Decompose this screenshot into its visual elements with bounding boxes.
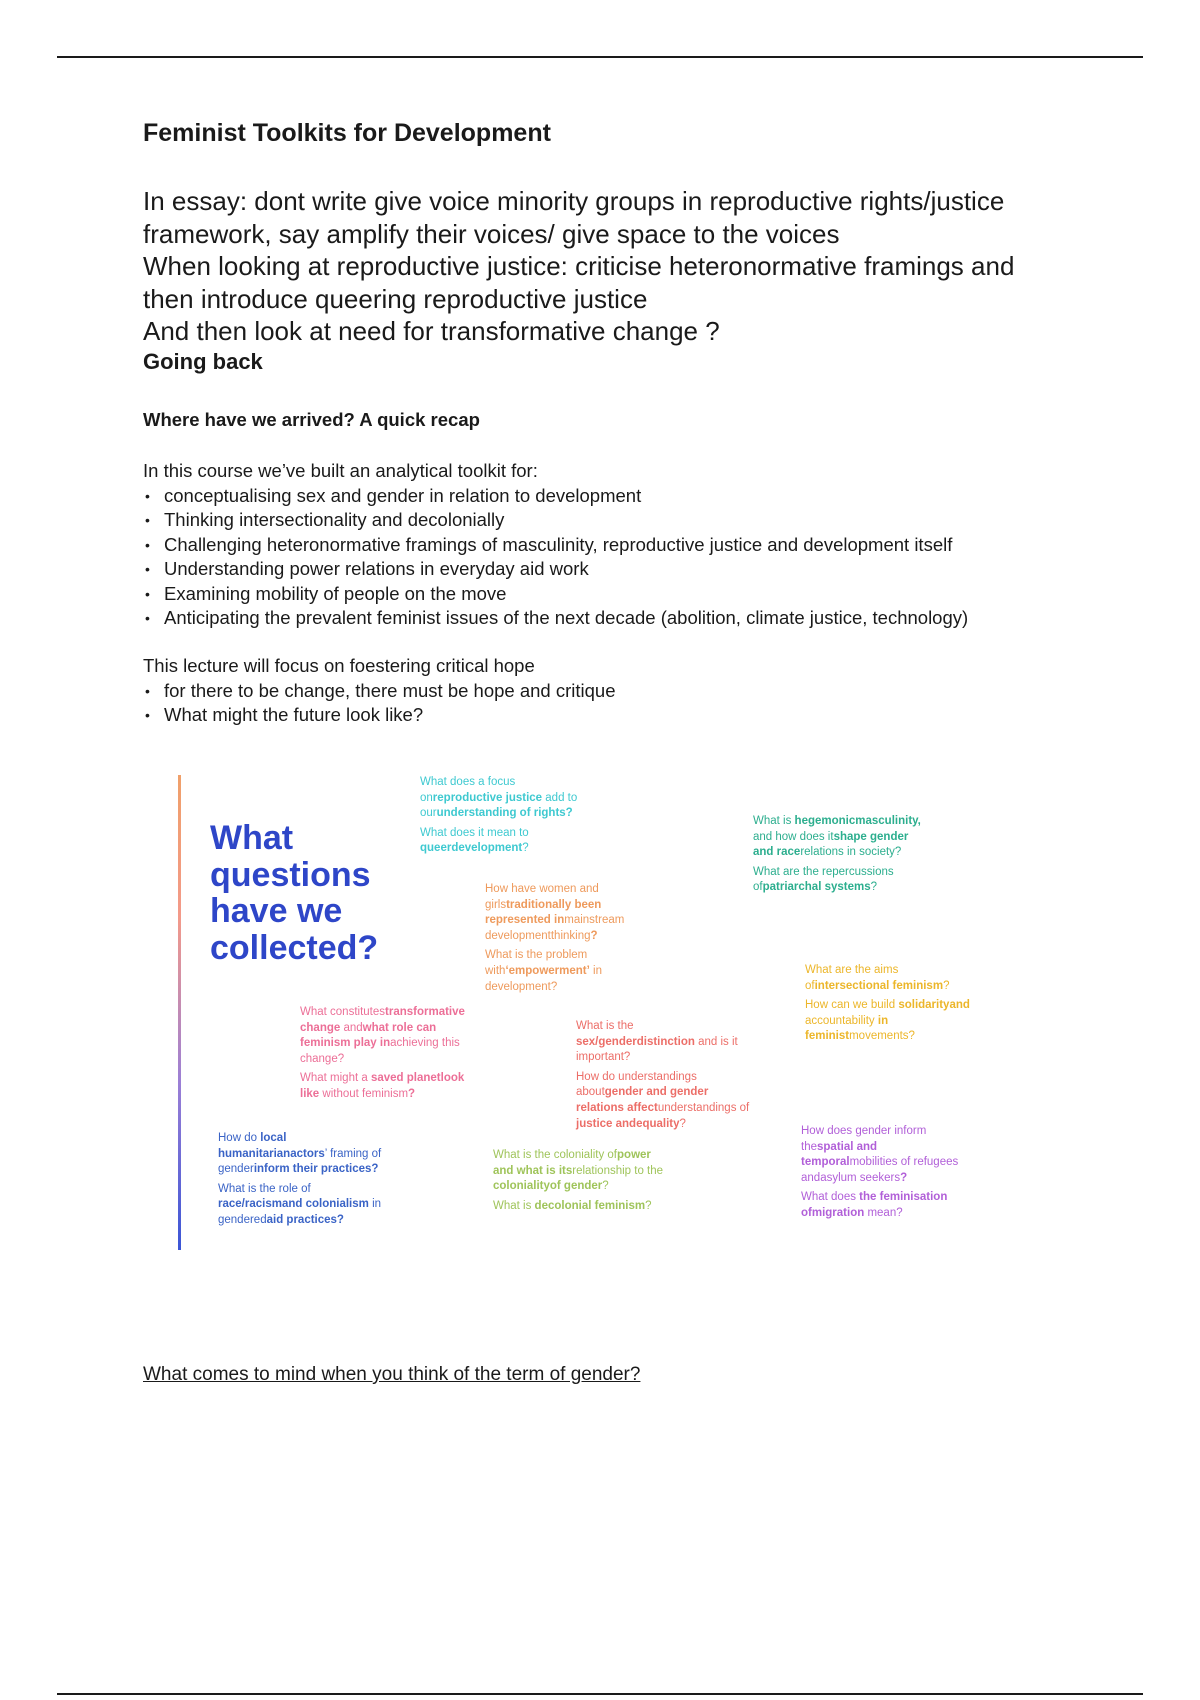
slide-question: How do local humanitarianactors’ framing of genderinform their practices? <box>218 1132 382 1176</box>
slide-question: What is the sex/genderdistinction and is it important? <box>576 1020 738 1064</box>
essay-note-line: then introduce queering reproductive justice <box>143 283 648 314</box>
essay-note-line: In essay: dont write give voice minority groups in reproductive rights/justice <box>143 186 1005 216</box>
lecture-focus-list <box>143 679 616 728</box>
course-toolkit-section <box>143 459 968 631</box>
slide-question: What does a focus onreproductive justice add to ourunderstanding of rights? <box>420 776 578 820</box>
gradient-accent-bar <box>178 775 181 1250</box>
essay-notes <box>143 185 1143 348</box>
slide-question: What does the feminisation ofmigration mean? <box>801 1191 948 1219</box>
slide-question: What might a saved planetlook like without feminism? <box>300 1072 465 1100</box>
lecture-intro: This lecture will focus on foestering critical hope <box>143 655 535 676</box>
question-group-blue <box>218 1131 393 1233</box>
slide-question: How have women and girlstraditionally been represented inmainstream developmentthinking? <box>485 883 625 942</box>
slide-question: What is the coloniality ofpower and what is itsrelationship to the colonialityof gender? <box>493 1149 664 1193</box>
essay-note-line: When looking at reproductive justice: criticise heteronormative framings and <box>143 251 1015 281</box>
headline-line: What <box>210 819 294 857</box>
essay-note-line: And then look at need for transformative change ? <box>143 316 720 346</box>
bottom-rule <box>57 1693 1143 1695</box>
slide-question: What is decolonial feminism? <box>493 1199 652 1212</box>
question-group-yellow <box>805 963 980 1049</box>
question-group-lime <box>493 1148 668 1218</box>
going-back-heading: Going back <box>143 349 263 374</box>
recap-heading: Where have we arrived? A quick recap <box>143 409 480 430</box>
slide-question: What is the role of race/racismand colonialism in genderedaid practices? <box>218 1182 382 1226</box>
slide-question: What are the aims ofintersectional feminism? <box>805 964 950 992</box>
slide-question: What is hegemonicmasculinity, and how does itshape gender and racerelations in society? <box>753 815 921 859</box>
course-toolkit-list <box>143 484 968 631</box>
list-item: • Thinking intersectionality and decolonially <box>143 508 968 533</box>
course-intro: In this course we’ve built an analytical toolkit for: <box>143 460 538 481</box>
list-item: • Challenging heteronormative framings of masculinity, reproductive justice and development itself <box>143 533 968 558</box>
slide-question: How does gender inform thespatial and temporalmobilities of refugees andasylum seekers? <box>801 1125 959 1184</box>
slide-question: What does it mean to queerdevelopment? <box>420 826 529 855</box>
question-group-purple <box>801 1124 976 1226</box>
slide-question: How can we build solidarityand accountability in feministmovements? <box>805 999 970 1043</box>
list-item: • Anticipating the prevalent feminist issues of the next decade (abolition, climate justice, technology) <box>143 606 968 631</box>
list-item: • What might the future look like? <box>143 703 616 728</box>
headline-line: collected? <box>210 928 379 967</box>
list-item: • for there to be change, there must be hope and critique <box>143 679 616 704</box>
top-rule <box>57 56 1143 58</box>
document-title: Feminist Toolkits for Development <box>143 119 551 147</box>
question-group-cyan <box>420 775 595 861</box>
gender-question: What comes to mind when you think of the term of gender? <box>143 1364 641 1385</box>
slide-headline <box>210 820 378 966</box>
slide-question: What is the problem with‘empowerment’ in development? <box>485 949 602 993</box>
question-group-orange <box>485 882 660 999</box>
question-group-teal <box>753 814 928 900</box>
essay-note-line: framework, say amplify their voices/ give space to the voices <box>143 218 840 249</box>
headline-line: have we <box>210 892 343 930</box>
questions-slide-image <box>175 770 1005 1255</box>
list-item: • Understanding power relations in everyday aid work <box>143 557 968 582</box>
list-item: • Examining mobility of people on the move <box>143 582 968 607</box>
list-item: • conceptualising sex and gender in relation to development <box>143 484 968 509</box>
slide-question: How do understandings aboutgender and gender relations affectunderstandings of justice andequality? <box>576 1070 750 1130</box>
slide-question: What are the repercussions ofpatriarchal systems? <box>753 865 894 894</box>
headline-line: questions <box>210 855 371 894</box>
slide-question: What constitutestransformative change andwhat role can feminism play inachieving this change? <box>300 1006 465 1065</box>
question-group-pink <box>300 1005 475 1107</box>
question-group-red <box>576 1019 751 1136</box>
lecture-focus-section <box>143 654 616 728</box>
